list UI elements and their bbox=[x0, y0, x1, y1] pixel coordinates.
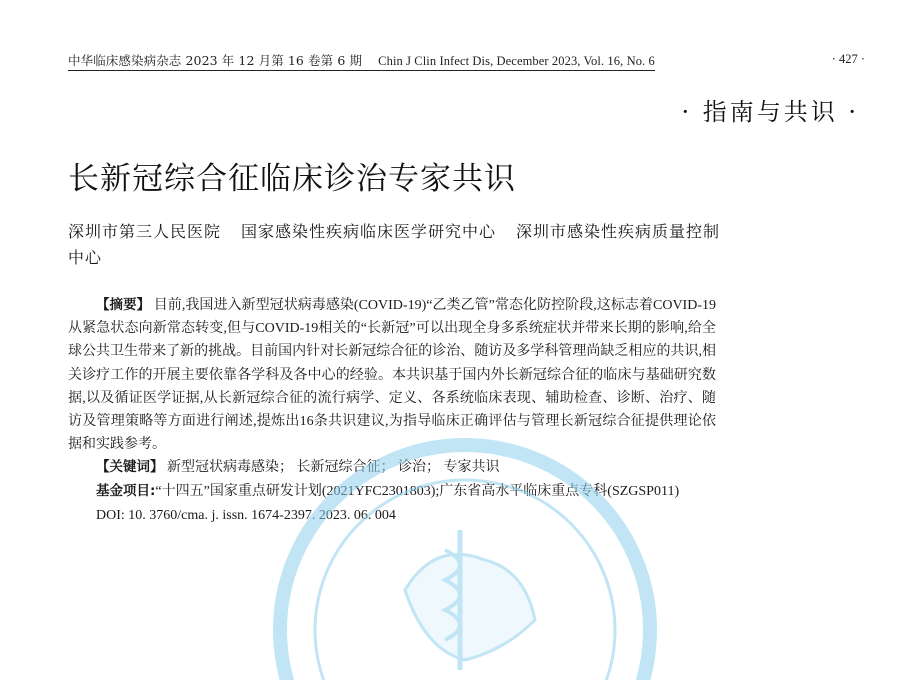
keyword-item: ； 长新冠综合征 bbox=[279, 460, 381, 475]
funding-label: 基金项目: bbox=[96, 482, 156, 499]
keywords-line bbox=[68, 456, 716, 479]
abstract-paragraph bbox=[68, 294, 716, 456]
affiliations bbox=[68, 219, 728, 271]
funding-text: “十四五”国家重点研发计划(2021YFC2301803);广东省高水平临床重点专科(SZGSP011) bbox=[155, 483, 680, 499]
article-title: 长新冠综合征临床诊治专家共识 bbox=[68, 161, 516, 197]
section-label: · 指南与共识 · bbox=[681, 98, 859, 126]
keywords-label: 【关键词】 bbox=[96, 459, 164, 476]
keyword-item: ； 诊治 bbox=[381, 460, 427, 475]
keyword-item: 新型冠状病毒感染 bbox=[167, 460, 279, 476]
journal-running-header bbox=[68, 51, 655, 71]
funding-line bbox=[68, 480, 716, 503]
affiliation-2: 国家感染性疾病临床医学研究中心 bbox=[241, 222, 497, 241]
journal-name-cn: 中华临床感染病杂志 2023 年 12 月第 16 卷第 6 期 bbox=[68, 53, 363, 68]
keyword-item: ； 专家共识 bbox=[426, 460, 500, 475]
affiliation-1: 深圳市第三人民医院 bbox=[68, 222, 222, 241]
page-number: · 427 · bbox=[831, 52, 865, 66]
abstract-label: 【摘要】 bbox=[96, 297, 151, 313]
abstract-block bbox=[68, 294, 716, 527]
affiliation-3: 深圳市感染性疾病质量控制中心 bbox=[68, 222, 721, 267]
journal-name-en: Chin J Clin Infect Dis, December 2023, Vol. 16, No. 6 bbox=[378, 54, 655, 68]
abstract-text: 目前,我国进入新型冠状病毒感染(COVID-19)“乙类乙管”常态化防控阶段,这标志着COVID-19从紧急状态向新常态转变,但与COVID-19相关的“长新冠”可以出现全身多系统症状并带来长期的影响,给全球公共卫生带来了新的挑战。目前国内针对长新冠综合征的诊治、随访及多学科管理尚缺乏相应的共识,相关诊疗工作的开展主要依靠各学科及各中心的经验。本共识基于国内外长新冠综合征的临床与基础研究数据,以及循证医学证据,从长新冠综合征的流行病学、定义、各系统临床表现、辅助检查、诊断、治疗、随访及管理策略等方面进行阐述,提炼出16条共识建议,为指导临床正确评估与管理长新冠综合征提供理论依据和实践参考。 bbox=[68, 298, 716, 453]
doi-line: DOI: 10. 3760/cma. j. issn. 1674-2397. 2023. 06. 004 bbox=[96, 507, 396, 523]
